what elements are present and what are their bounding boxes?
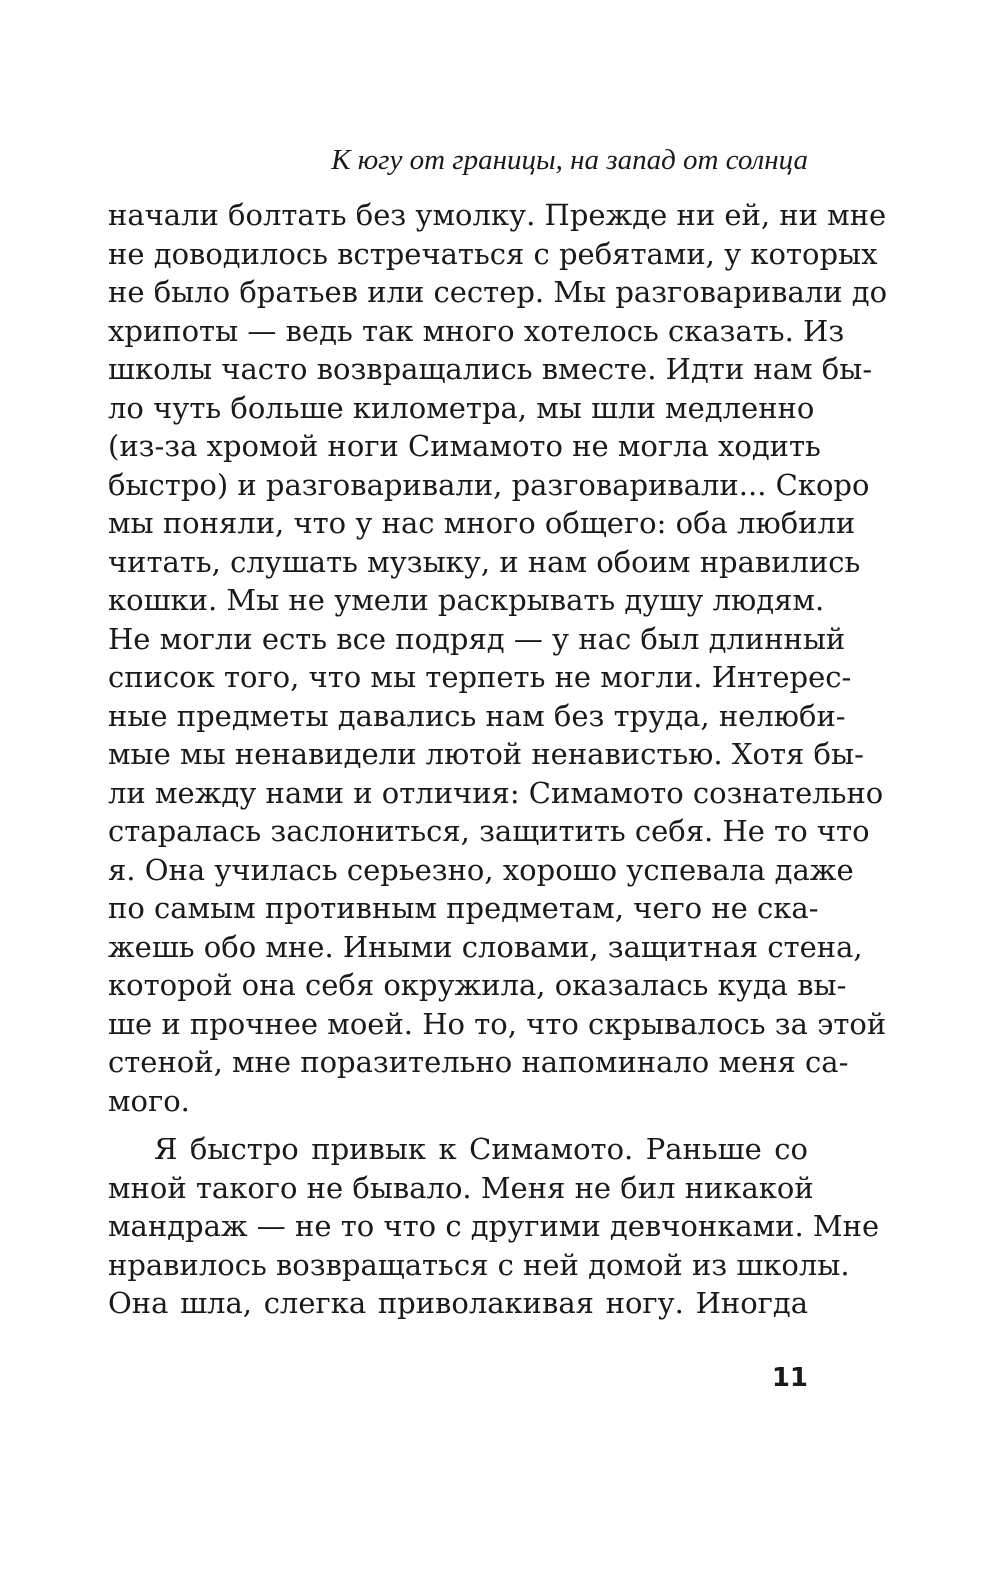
paragraph-2 [108,1130,880,1323]
text-line: Я быстро привык к Симамото. Раньше со [154,1132,808,1166]
text-line: читать, слушать музыку, и нам обоим нравились [108,544,861,579]
text-line: не было братьев или сестер. Мы разговаривали до [108,275,888,309]
text-line: мы поняли, что у нас много общего: оба любили [108,506,856,540]
text-line: Не могли есть все подряд — у нас был длинный [108,621,846,656]
text-line: ли между нами и отличия: Симамото сознательно [108,775,884,810]
text-line: Она шла, слегка приволакивая ногу. Иногда [108,1286,808,1320]
text-line: я. Она училась серьезно, хорошо успевала даже [108,852,854,887]
text-line: ло чуть больше километра, мы шли медленно [108,390,815,425]
text-line: (из-за хромой ноги Симамото не могла ходить [108,429,821,463]
text-line: старалась заслониться, защитить себя. Не то что [108,814,870,848]
body-text [108,196,888,1323]
text-line: которой она себя окружила, оказалась куда вы- [108,968,847,1002]
text-line: кошки. Мы не умели раскрывать душу людям. [108,583,825,617]
text-line: мые мы ненавидели лютой ненавистью. Хотя бы- [108,737,864,771]
text-line: быстро) и разговаривали, разговаривали... Скоро [108,467,870,502]
page-number: 11 [771,1363,808,1393]
text-line: нравилось возвращаться с ней домой из школы. [108,1247,850,1282]
text-line: хрипоты — ведь так много хотелось сказать. Из [108,313,845,348]
text-line: по самым противным предметам, чего не ска- [108,891,819,925]
text-line: ше и прочнее моей. Но то, что скрывалось за этой [108,1006,887,1041]
text-line: начали болтать без умолку. Прежде ни ей, ни мне [108,198,887,232]
text-line: ные предметы давались нам без труда, нелюби- [108,698,846,733]
text-line: мандраж — не то что с другими девчонками. Мне [108,1209,880,1243]
text-line: мого. [108,1083,190,1118]
running-header: К югу от границы, на запад от солнца [331,144,808,176]
text-line: список того, что мы терпеть не могли. Интерес- [108,660,852,694]
text-line: не доводилось встречаться с ребятами, у которых [108,236,878,271]
text-line: школы часто возвращались вместе. Идти нам бы- [108,352,873,386]
paragraph-1 [108,196,888,1120]
text-line: стеной, мне поразительно напоминало меня са- [108,1045,849,1079]
text-line: жешь обо мне. Иными словами, защитная стена, [108,929,863,964]
text-line: мной такого не бывало. Меня не бил никакой [108,1170,814,1205]
